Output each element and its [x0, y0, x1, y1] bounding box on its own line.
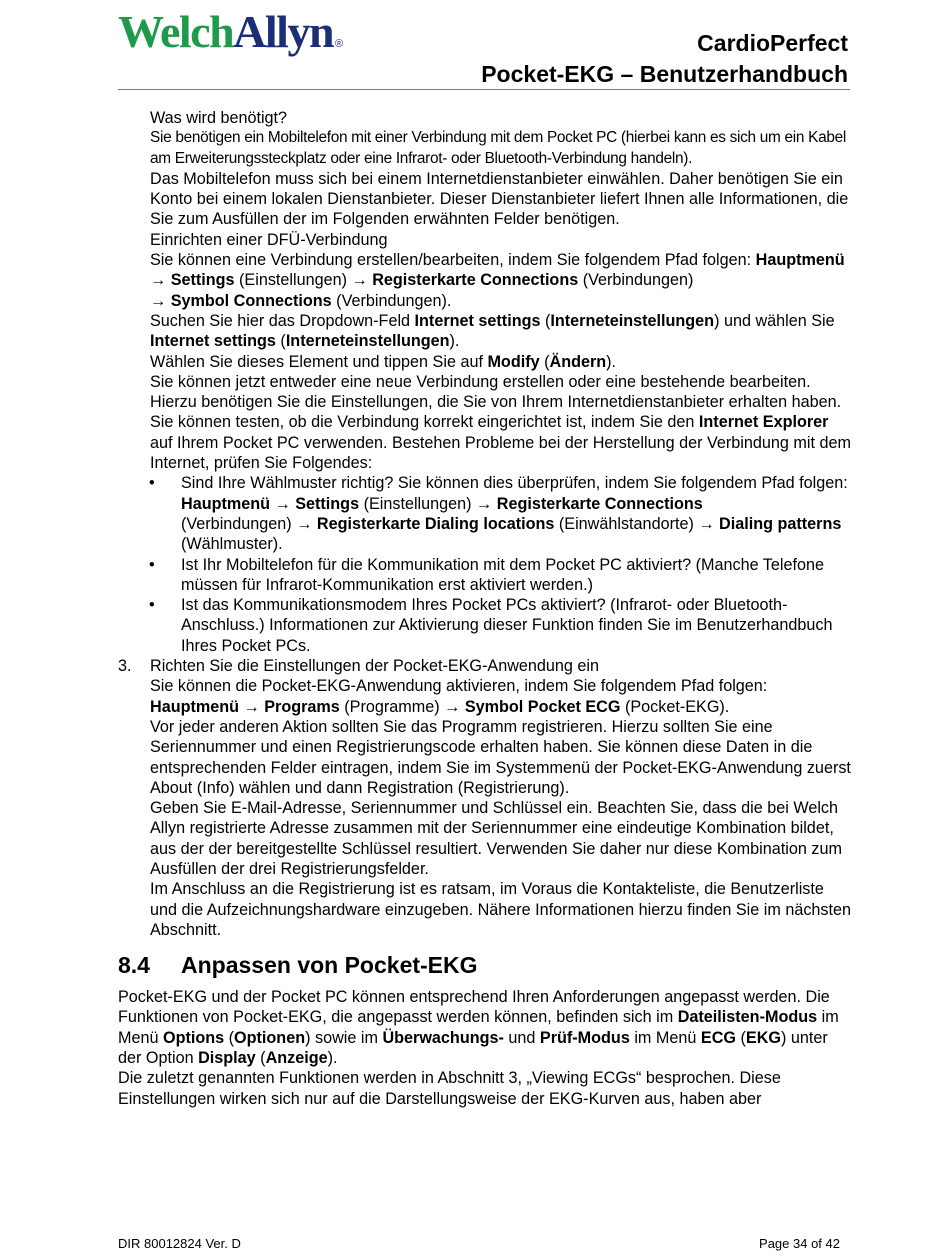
section-heading: 8.4 Anpassen von Pocket-EKG [118, 952, 478, 979]
paragraph-dropdown: Suchen Sie hier das Dropdown-Feld Internet settings (Interneteinstellungen) und wählen Sie Internet settings (Interneteinstellungen). [150, 311, 835, 351]
welch-allyn-logo: WelchAllyn ® [118, 6, 344, 57]
item-title: Richten Sie die Einstellungen der Pocket-EKG-Anwendung ein [150, 657, 600, 676]
item-after-registration: Im Anschluss an die Registrierung ist es ratsam, im Voraus die Kontakteliste, die Benutzerliste und die Aufzeichnungshardware einzugeben. Nähere Informationen hierzu finden Sie im nächsten Abschnitt. [150, 880, 852, 939]
paragraph-requirements: Sie benötigen ein Mobiltelefon mit einer Verbindung mit dem Pocket PC (hierbei kann es sich um ein Kabel am Erweiterungssteckplatz oder eine Infrarot- oder Bluetooth-Verbindung handeln). [150, 129, 846, 167]
page-content [118, 108, 852, 1109]
paragraph-provider: Das Mobiltelefon muss sich bei einem Internetdienstanbieter einwählen. Daher benötigen Sie ein Konto bei einem lokalen Dienstanbieter. Dieser Dienstanbieter liefert Ihnen alle Informationen, die Sie zum Ausfüllen der im Folgenden erwähnten Felder benötigen. [150, 169, 849, 229]
item-path: Sie können die Pocket-EKG-Anwendung aktivieren, indem Sie folgendem Pfad folgen: Hauptmenü → Programs (Programme) → Symbol Pocket ECG (Pocket-EKG). [150, 677, 768, 716]
paragraph-what-needed: Was wird benötigt? [150, 109, 288, 127]
header-product-title: CardioPerfect [697, 30, 848, 56]
list-item: • Ist das Kommunikationsmodem Ihres Pocket PCs aktiviert? (Infrarot- oder Bluetooth-Anschluss.) Informationen zur Aktivierung dieser Funktion finden Sie im Benutzerhandbuch Ihres Pocket PCs. [149, 596, 833, 655]
paragraph-modify: Wählen Sie dieses Element und tippen Sie auf Modify (Ändern). [150, 352, 617, 371]
list-item: • Ist Ihr Mobiltelefon für die Kommunikation mit dem Pocket PC aktiviert? (Manche Telefone müssen für Infrarot-Kommunikation erst aktiviert werden.) [149, 555, 824, 594]
paragraph-dialup-heading: Einrichten einer DFÜ-Verbindung [150, 230, 388, 249]
footer-doc-id: DIR 80012824 Ver. D [118, 1236, 241, 1251]
list-item: • Sind Ihre Wählmuster richtig? Sie können dies überprüfen, indem Sie folgendem Pfad folgen: Hauptmenü → Settings (Einstellungen) → Registerkarte Connections (Verbindungen) → Registerkarte Dialing locations (Einwählstandorte) → Dialing patterns (Wählmuster). [149, 474, 848, 554]
paragraph-viewing: Die zuletzt genannten Funktionen werden in Abschnitt 3, „Viewing ECGs“ besprochen. Diese Einstellungen wirken sich nur auf die Darstellungsweise der EKG-Kurven aus, haben aber [118, 1069, 781, 1108]
item-serial: Geben Sie E-Mail-Adresse, Seriennummer und Schlüssel ein. Beachten Sie, dass die bei Welch Allyn registrierte Adresse zusammen mit der Seriennummer eine eindeutige Kombination bildet, aus der der bereitgestellte Schlüssel resultiert. Verwenden Sie daher nur diese Kombination zum Ausfüllen der drei Registrierungsfelder. [150, 799, 842, 878]
header-manual-title: Pocket-EKG – Benutzerhandbuch [481, 61, 848, 87]
paragraph-test-connection: Sie können testen, ob die Verbindung korrekt eingerichtet ist, indem Sie den Internet Explorer auf Ihrem Pocket PC verwenden. Bestehen Probleme bei der Herstellung der Verbindung mit dem Internet, prüfen Sie Folgendes: [150, 413, 851, 473]
item-registration: Vor jeder anderen Aktion sollten Sie das Programm registrieren. Hierzu sollten Sie eine Seriennummer und einen Registrierungscode erhalten haben. Sie können diese Daten in die entsprechenden Felder eintragen, indem Sie im Systemmenü der Pocket-EKG-Anwendung zuerst About (Info) wählen und dann Registration (Registrierung). [150, 717, 851, 797]
paragraph-customize: Pocket-EKG und der Pocket PC können entsprechend Ihren Anforderungen angepasst werden. Die Funktionen von Pocket-EKG, die angepasst werden können, befinden sich im Dateilisten-Modus im Menü Options (Optionen) sowie im Überwachungs- und Prüf-Modus im Menü ECG (EKG) unter der Option Display (Anzeige). [118, 988, 839, 1068]
footer-page-number: Page 34 of 42 [759, 1236, 840, 1251]
paragraph-connection-path: Sie können eine Verbindung erstellen/bearbeiten, indem Sie folgendem Pfad folgen: Hauptmenü → Settings (Einstellungen) → Registerkarte Connections (Verbindungen) → Symbol Connections (Verbindungen). [150, 251, 845, 310]
header-divider [118, 89, 850, 90]
paragraph-new-connection: Sie können jetzt entweder eine neue Verbindung erstellen oder eine bestehende bearbeiten. Hierzu benötigen Sie die Einstellungen, die Sie von Ihrem Internetdienstanbieter erhalten haben. [150, 372, 842, 412]
numbered-item-3: 3. Richten Sie die Einstellungen der Pocket-EKG-Anwendung ein Sie können die Pocket-EKG-Anwendung aktivieren, indem Sie folgendem Pfad folgen: Hauptmenü → Programs (Programme) → Symbol Pocket ECG (Pocket-EKG). Vor jeder anderen Aktion sollten Sie das Programm registrieren. Hierzu sollten Sie eine Seriennummer und einen Registrierungscode erhalten haben. Sie können diese Daten in die entsprechenden Felder eintragen, indem Sie im Systemmenü der Pocket-EKG-Anwendung zuerst About (Info) wählen und dann Registration (Registrierung). Geben Sie E-Mail-Adresse, Seriennummer und Schlüssel ein. Beachten Sie, dass die bei Welch Allyn registrierte Adresse zusammen mit der Seriennummer eine eindeutige Kombination bildet, aus der der bereitgestellte Schlüssel resultiert. Verwenden Sie daher nur diese Kombination zum Ausfüllen der drei Registrierungsfelder. Im Anschluss an die Registrierung ist es ratsam, im Voraus die Kontakteliste, die Benutzerliste und die Aufzeichnungshardware einzugeben. Nähere Informationen hierzu finden Sie im nächsten Abschnitt. [118, 657, 852, 939]
